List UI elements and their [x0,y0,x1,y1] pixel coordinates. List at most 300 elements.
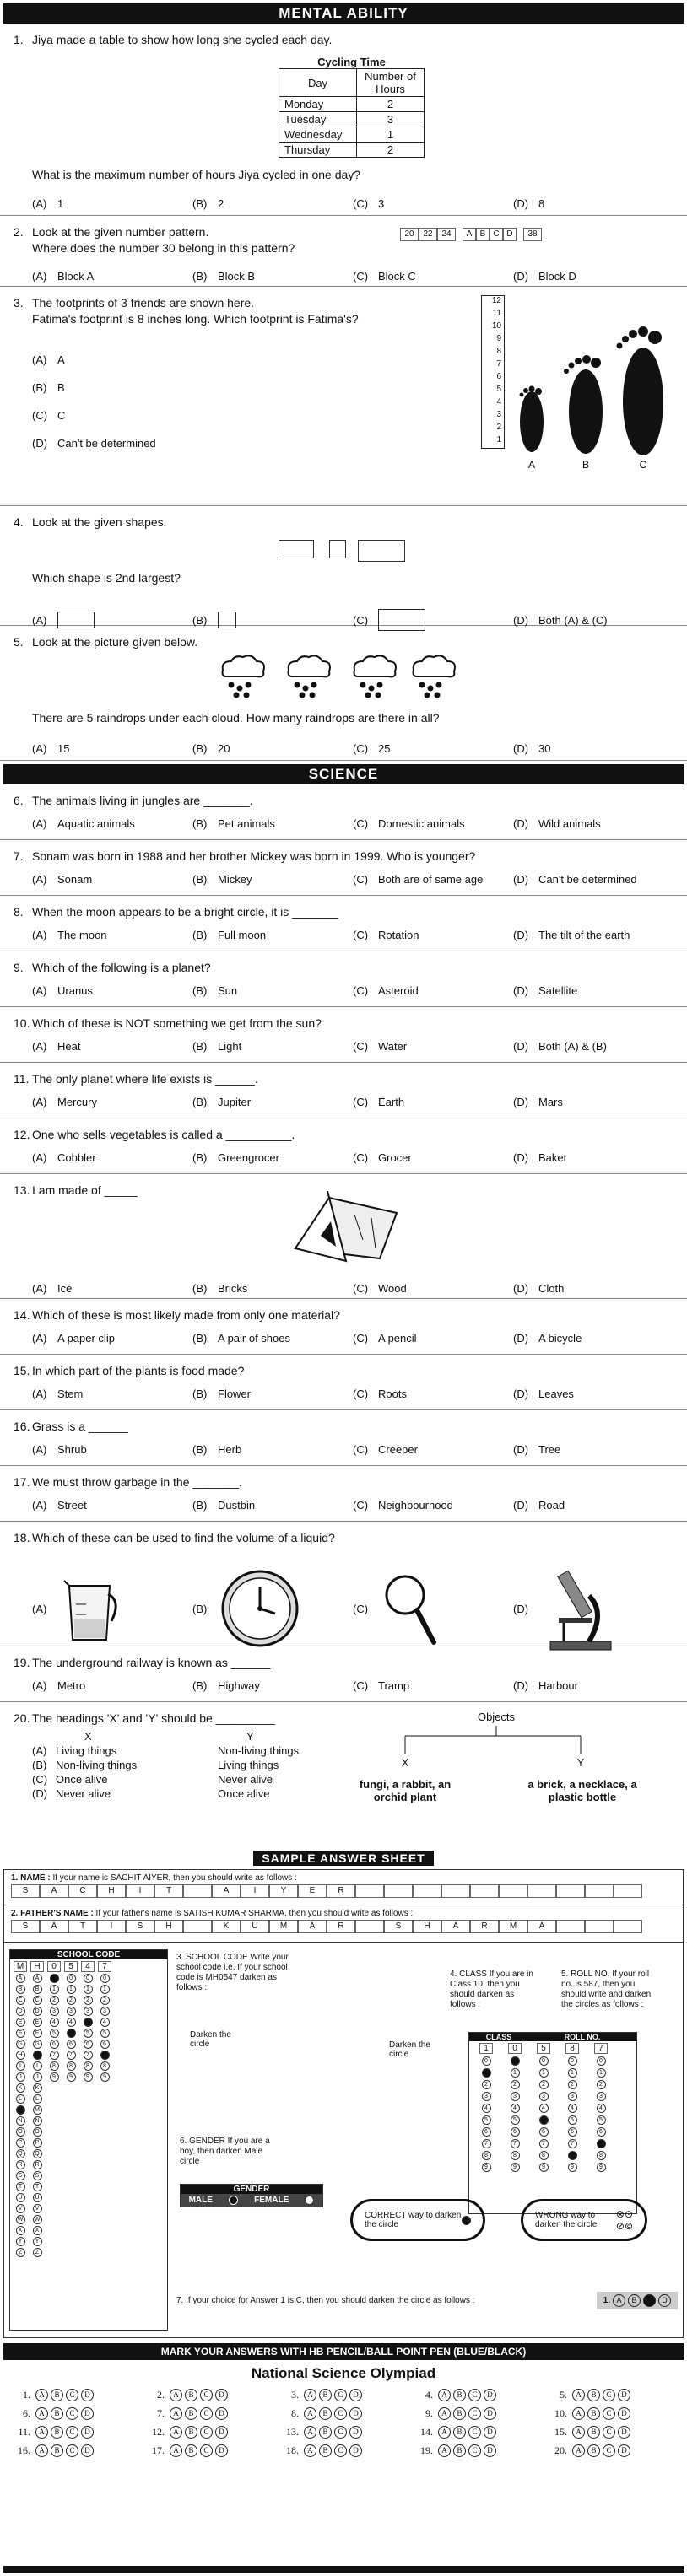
school-code-bubble[interactable]: 8 [50,2061,59,2071]
digit-bubble[interactable]: 8 [539,2151,549,2160]
digit-bubble[interactable]: 9 [568,2163,577,2172]
digit-bubble[interactable]: 8 [597,2151,606,2160]
answer-bubble[interactable]: B [185,2444,197,2457]
answer-bubble[interactable]: C [603,2426,615,2439]
school-code-bubble[interactable]: 8 [100,2061,110,2071]
option-b[interactable]: (B) Flower [192,1388,252,1400]
letter-cell[interactable]: Y [269,1884,298,1898]
school-code-bubble[interactable]: X [33,2226,42,2235]
option-c[interactable]: (C) Earth [353,1096,405,1108]
school-code-bubble[interactable]: K [16,2083,25,2093]
school-code-bubble[interactable]: Q [16,2149,25,2158]
answer-bubble[interactable]: B [319,2426,332,2439]
school-code-bubble[interactable]: 0 [84,1974,93,1983]
digit-bubble[interactable] [568,2151,577,2160]
answer-bubble[interactable]: D [349,2389,362,2401]
school-code-bubble[interactable]: 4 [50,2018,59,2027]
option-c[interactable]: (C) Tramp [353,1679,410,1692]
answer-bubble[interactable]: B [587,2407,600,2420]
digit-bubble[interactable]: 5 [482,2115,491,2125]
school-code-bubble[interactable]: 1 [84,1985,93,1994]
school-code-bubble[interactable]: M [33,2105,42,2115]
answer-bubble[interactable]: D [618,2407,630,2420]
letter-cell[interactable]: S [11,1884,40,1898]
school-code-bubble[interactable]: 2 [67,1996,76,2005]
option-a[interactable]: (A) Block A [32,270,95,283]
school-code-bubble[interactable]: B [33,1985,42,1994]
digit-bubble[interactable] [539,2115,549,2125]
answer-bubble[interactable]: A [438,2407,451,2420]
school-code-bubble[interactable]: 3 [100,2007,110,2016]
digit-bubble[interactable]: 5 [597,2115,606,2125]
letter-cell[interactable]: E [298,1884,327,1898]
option-d[interactable]: (D) Wild animals [513,817,601,830]
letter-cell[interactable]: H [97,1884,126,1898]
digit-bubble[interactable]: 2 [511,2080,520,2089]
answer-bubble[interactable]: D [215,2426,228,2439]
school-code-bubble[interactable]: A [16,1974,25,1983]
letter-cell[interactable] [556,1884,585,1898]
school-code-bubble[interactable]: 9 [100,2072,110,2082]
answer-bubble[interactable]: D [484,2407,496,2420]
answer-bubble[interactable]: D [618,2444,630,2457]
digit-bubble[interactable]: 9 [539,2163,549,2172]
option-a[interactable]: (A) Aquatic animals [32,817,135,830]
answer-bubble[interactable]: A [572,2444,585,2457]
option-a[interactable]: (A) The moon [32,929,107,941]
letter-cell[interactable] [614,1884,642,1898]
letter-cell[interactable] [355,1884,384,1898]
answer-bubble[interactable]: D [81,2389,94,2401]
answer-bubble[interactable]: A [170,2407,182,2420]
option-b[interactable]: (B) Bricks [192,1282,248,1295]
answer-bubble[interactable]: C [468,2407,481,2420]
option-a[interactable]: (A) Living things Non-living things [32,1744,300,1757]
option-d[interactable]: (D) A bicycle [513,1332,582,1345]
answer-bubble[interactable]: D [484,2444,496,2457]
option-b[interactable]: (B) Jupiter [192,1096,252,1108]
school-code-bubble[interactable]: F [33,2029,42,2038]
school-code-bubble[interactable]: U [33,2193,42,2202]
option-a[interactable]: (A) Sonam [32,873,93,886]
option-d[interactable]: (D) 30 [513,742,551,755]
school-code-bubble[interactable]: P [33,2138,42,2148]
answer-bubble[interactable]: D [349,2407,362,2420]
answer-bubble[interactable]: B [587,2389,600,2401]
answer-bubble[interactable]: C [468,2426,481,2439]
option-d[interactable]: (D) Baker [513,1151,567,1164]
school-code-bubble[interactable]: Z [33,2248,42,2257]
option-a[interactable]: (A) Shrub [32,1443,87,1456]
answer-bubble[interactable]: A [572,2389,585,2401]
school-code-bubble[interactable]: E [16,2018,25,2027]
option-c[interactable]: (C) Water [353,1040,408,1053]
school-code-bubble[interactable]: 0 [67,1974,76,1983]
letter-cell[interactable]: S [126,1920,154,1933]
option-c[interactable]: (C) Rotation [353,929,419,941]
digit-bubble[interactable]: 3 [482,2092,491,2101]
letter-cell[interactable] [585,1884,614,1898]
option-a[interactable]: (A) Uranus [32,984,93,997]
answer-bubble[interactable]: C [603,2389,615,2401]
letter-cell[interactable]: R [470,1920,499,1933]
digit-bubble[interactable]: 7 [482,2139,491,2148]
answer-bubble[interactable]: C [66,2407,78,2420]
option-b[interactable]: (B) A pair of shoes [192,1332,290,1345]
answer-bubble[interactable]: B [453,2389,466,2401]
option-b[interactable]: (B) Greengrocer [192,1151,279,1164]
letter-cell[interactable]: A [298,1920,327,1933]
answer-bubble[interactable]: A [438,2389,451,2401]
school-code-bubble[interactable]: 4 [67,2018,76,2027]
option-b[interactable]: (B) Light [192,1040,242,1053]
letter-cell[interactable]: T [68,1920,97,1933]
answer-bubble[interactable]: C [200,2444,213,2457]
option-d[interactable]: (D) [513,1562,673,1655]
digit-bubble[interactable]: 8 [482,2151,491,2160]
answer-bubble[interactable]: B [453,2426,466,2439]
school-code-bubble[interactable]: L [16,2094,25,2104]
option-b[interactable]: (B) Highway [192,1679,260,1692]
digit-bubble[interactable]: 5 [568,2115,577,2125]
answer-bubble[interactable]: C [66,2426,78,2439]
option-d[interactable]: (D) Mars [513,1096,563,1108]
answer-bubble[interactable]: D [81,2426,94,2439]
school-code-bubble[interactable]: K [33,2083,42,2093]
digit-bubble[interactable]: 1 [539,2068,549,2078]
option-c[interactable]: (C) Both are of same age [353,873,484,886]
option-c[interactable]: (C) Neighbourhood [353,1499,453,1512]
option-d[interactable]: (D) Harbour [513,1679,578,1692]
school-code-bubble[interactable]: C [16,1996,25,2005]
option-d[interactable]: (D) Can't be determined [513,873,637,886]
option-b[interactable]: (B) [192,609,353,631]
school-code-bubble[interactable]: 2 [84,1996,93,2005]
letter-cell[interactable] [556,1920,585,1933]
option-c[interactable]: (C) Wood [353,1282,407,1295]
letter-cell[interactable] [183,1920,212,1933]
school-code-bubble[interactable]: V [16,2204,25,2213]
answer-bubble[interactable]: A [170,2389,182,2401]
school-code-bubble[interactable]: U [16,2193,25,2202]
answer-bubble[interactable]: C [334,2444,347,2457]
school-code-bubble[interactable]: D [16,2007,25,2016]
option-a[interactable]: (A) Cobbler [32,1151,96,1164]
school-code-bubble[interactable]: O [33,2127,42,2137]
answer-bubble[interactable]: A [35,2389,48,2401]
option-d[interactable]: (D) The tilt of the earth [513,929,630,941]
letter-cell[interactable]: I [241,1884,269,1898]
option-d[interactable]: (D) Road [513,1499,565,1512]
school-code-bubble[interactable]: 3 [67,2007,76,2016]
option-c[interactable]: (C) Once alive Never alive [32,1773,273,1786]
digit-bubble[interactable]: 5 [511,2115,520,2125]
answer-bubble[interactable]: A [304,2389,316,2401]
school-code-bubble[interactable]: 7 [84,2051,93,2060]
school-code-bubble[interactable] [84,2018,93,2027]
digit-bubble[interactable]: 8 [511,2151,520,2160]
letter-cell[interactable]: S [11,1920,40,1933]
school-code-bubble[interactable]: E [33,2018,42,2027]
school-code-bubble[interactable]: 1 [50,1985,59,1994]
letter-cell[interactable] [614,1920,642,1933]
letter-cell[interactable]: R [327,1884,355,1898]
answer-bubble[interactable]: B [51,2407,63,2420]
school-code-bubble[interactable]: B [16,1985,25,1994]
school-code-bubble[interactable] [50,1974,59,1983]
school-code-bubble[interactable]: O [16,2127,25,2137]
letter-cell[interactable] [499,1884,527,1898]
answer-bubble[interactable]: D [215,2407,228,2420]
option-b[interactable]: (B) B [32,381,65,394]
option-a[interactable]: (A) [32,609,192,631]
digit-bubble[interactable]: 2 [568,2080,577,2089]
letter-cell[interactable]: S [384,1920,413,1933]
school-code-bubble[interactable]: P [16,2138,25,2148]
option-b[interactable]: (B) Pet animals [192,817,275,830]
option-c[interactable]: (C) A pencil [353,1332,417,1345]
option-c[interactable]: (C) [353,1566,513,1651]
digit-bubble[interactable]: 2 [482,2080,491,2089]
answer-bubble[interactable]: C [200,2407,213,2420]
option-c[interactable]: (C) Creeper [353,1443,418,1456]
digit-bubble[interactable]: 7 [511,2139,520,2148]
answer-bubble[interactable]: B [51,2426,63,2439]
answer-bubble[interactable]: A [572,2407,585,2420]
answer-bubble[interactable]: A [438,2444,451,2457]
answer-bubble[interactable]: C [468,2444,481,2457]
female-bubble[interactable] [305,2196,314,2205]
school-code-bubble[interactable]: I [33,2061,42,2071]
digit-bubble[interactable]: 1 [511,2068,520,2078]
answer-bubble[interactable]: C [603,2407,615,2420]
answer-bubble[interactable]: C [334,2407,347,2420]
school-code-bubble[interactable]: R [33,2160,42,2169]
school-code-bubble[interactable]: 0 [100,1974,110,1983]
school-code-bubble[interactable]: 6 [84,2040,93,2049]
answer-bubble[interactable]: A [304,2407,316,2420]
school-code-bubble[interactable]: 2 [100,1996,110,2005]
school-code-bubble[interactable]: D [33,2007,42,2016]
answer-bubble[interactable]: D [618,2389,630,2401]
answer-bubble[interactable]: B [185,2407,197,2420]
digit-bubble[interactable]: 4 [511,2104,520,2113]
letter-cell[interactable] [441,1884,470,1898]
answer-bubble[interactable]: D [81,2407,94,2420]
option-b[interactable]: (B) Non-living things Living things [32,1759,279,1771]
letter-cell[interactable]: A [441,1920,470,1933]
option-d[interactable]: (D) Cloth [513,1282,565,1295]
digit-bubble[interactable]: 4 [539,2104,549,2113]
school-code-bubble[interactable]: 9 [67,2072,76,2082]
answer-bubble[interactable]: D [484,2389,496,2401]
letter-cell[interactable]: A [40,1884,68,1898]
option-a[interactable]: (A) Street [32,1499,87,1512]
digit-bubble[interactable]: 7 [568,2139,577,2148]
digit-bubble[interactable]: 6 [568,2127,577,2137]
school-code-bubble[interactable]: R [16,2160,25,2169]
option-b[interactable]: (B) Dustbin [192,1499,256,1512]
school-code-bubble[interactable]: S [16,2171,25,2180]
letter-cell[interactable]: U [241,1920,269,1933]
school-code-bubble[interactable]: Y [16,2237,25,2246]
option-c[interactable]: (C) Block C [353,270,416,283]
answer-bubble[interactable]: B [319,2444,332,2457]
school-code-bubble[interactable]: 6 [67,2040,76,2049]
digit-bubble[interactable]: 9 [482,2163,491,2172]
option-b[interactable]: (B) [192,1566,353,1651]
answer-bubble[interactable]: B [185,2389,197,2401]
school-code-bubble[interactable]: 8 [84,2061,93,2071]
school-code-bubble[interactable]: 5 [84,2029,93,2038]
answer-bubble[interactable]: A [304,2426,316,2439]
digit-bubble[interactable]: 9 [597,2163,606,2172]
answer-bubble[interactable]: C [66,2389,78,2401]
answer-bubble[interactable]: B [185,2426,197,2439]
option-b[interactable]: (B) 20 [192,742,230,755]
letter-cell[interactable]: A [212,1884,241,1898]
answer-bubble[interactable]: B [319,2407,332,2420]
school-code-bubble[interactable] [67,2029,76,2038]
school-code-bubble[interactable]: L [33,2094,42,2104]
school-code-bubble[interactable] [100,2051,110,2060]
school-code-bubble[interactable]: Y [33,2237,42,2246]
letter-cell[interactable]: A [40,1920,68,1933]
option-c[interactable]: (C) [353,609,513,631]
school-code-bubble[interactable]: 3 [84,2007,93,2016]
letter-cell[interactable]: I [126,1884,154,1898]
option-b[interactable]: (B) Herb [192,1443,242,1456]
option-a[interactable]: (A) 1 [32,197,64,210]
answer-bubble[interactable]: D [215,2444,228,2457]
school-code-bubble[interactable]: 7 [67,2051,76,2060]
option-b[interactable]: (B) Block B [192,270,256,283]
male-bubble[interactable] [229,2196,238,2205]
school-code-bubble[interactable]: 8 [67,2061,76,2071]
answer-bubble[interactable]: C [200,2389,213,2401]
school-code-bubble[interactable]: X [16,2226,25,2235]
digit-bubble[interactable] [482,2068,491,2078]
option-c[interactable]: (C) 25 [353,742,391,755]
answer-bubble[interactable]: C [334,2426,347,2439]
option-b[interactable]: (B) Mickey [192,873,252,886]
school-code-bubble[interactable]: A [33,1974,42,1983]
school-code-bubble[interactable]: T [33,2182,42,2191]
option-d[interactable]: (D) Satellite [513,984,578,997]
school-code-bubble[interactable]: N [16,2116,25,2126]
answer-bubble[interactable]: C [334,2389,347,2401]
option-d[interactable]: (D) Leaves [513,1388,574,1400]
option-d[interactable]: (D) Never alive Once alive [32,1787,270,1800]
answer-bubble[interactable]: D [484,2426,496,2439]
option-a[interactable]: (A) 15 [32,742,70,755]
school-code-bubble[interactable]: C [33,1996,42,2005]
answer-bubble[interactable]: A [170,2444,182,2457]
letter-cell[interactable] [585,1920,614,1933]
option-b[interactable]: (B) Full moon [192,929,267,941]
answer-bubble[interactable]: C [468,2389,481,2401]
digit-bubble[interactable]: 4 [482,2104,491,2113]
school-code-bubble[interactable] [16,2105,25,2115]
school-code-bubble[interactable]: 5 [50,2029,59,2038]
option-a[interactable]: (A) Ice [32,1282,73,1295]
option-b[interactable]: (B) 2 [192,197,224,210]
option-d[interactable]: (D) Both (A) & (B) [513,1040,607,1053]
letter-cell[interactable]: I [97,1920,126,1933]
letter-cell[interactable]: M [499,1920,527,1933]
digit-bubble[interactable]: 0 [568,2056,577,2066]
option-b[interactable]: (B) Sun [192,984,238,997]
digit-bubble[interactable]: 0 [597,2056,606,2066]
option-d[interactable]: (D) 8 [513,197,545,210]
answer-bubble[interactable]: B [319,2389,332,2401]
school-code-bubble[interactable]: J [33,2072,42,2082]
school-code-bubble[interactable]: Z [16,2248,25,2257]
option-d[interactable]: (D) Can't be determined [32,437,156,450]
answer-bubble[interactable]: B [587,2426,600,2439]
school-code-bubble[interactable]: V [33,2204,42,2213]
school-code-bubble[interactable]: W [16,2215,25,2224]
school-code-bubble[interactable] [33,2051,42,2060]
letter-cell[interactable]: C [68,1884,97,1898]
school-code-bubble[interactable]: 4 [100,2018,110,2027]
option-c[interactable]: (C) C [32,409,66,422]
letter-cell[interactable] [527,1884,556,1898]
letter-cell[interactable]: H [154,1920,183,1933]
answer-bubble[interactable]: B [453,2407,466,2420]
answer-bubble[interactable]: B [587,2444,600,2457]
answer-bubble[interactable]: A [438,2426,451,2439]
school-code-bubble[interactable]: 1 [100,1985,110,1994]
option-d[interactable]: (D) Tree [513,1443,561,1456]
digit-bubble[interactable]: 7 [539,2139,549,2148]
answer-bubble[interactable]: A [35,2444,48,2457]
option-c[interactable]: (C) 3 [353,197,385,210]
digit-bubble[interactable]: 2 [539,2080,549,2089]
school-code-bubble[interactable]: N [33,2116,42,2126]
digit-bubble[interactable]: 6 [482,2127,491,2137]
school-code-bubble[interactable]: F [16,2029,25,2038]
school-code-bubble[interactable]: 5 [100,2029,110,2038]
answer-bubble[interactable]: B [453,2444,466,2457]
school-code-bubble[interactable]: G [16,2040,25,2049]
school-code-bubble[interactable]: Q [33,2149,42,2158]
answer-bubble[interactable]: A [35,2407,48,2420]
letter-cell[interactable] [183,1884,212,1898]
digit-bubble[interactable]: 1 [568,2068,577,2078]
answer-bubble[interactable]: A [35,2426,48,2439]
digit-bubble[interactable]: 6 [597,2127,606,2137]
school-code-bubble[interactable]: 6 [50,2040,59,2049]
option-a[interactable]: (A) A [32,353,65,366]
answer-bubble[interactable]: D [618,2426,630,2439]
answer-bubble[interactable]: A [170,2426,182,2439]
digit-bubble[interactable]: 0 [482,2056,491,2066]
option-c[interactable]: (C) Domestic animals [353,817,465,830]
letter-cell[interactable] [355,1920,384,1933]
digit-bubble[interactable] [597,2139,606,2148]
digit-bubble[interactable]: 3 [539,2092,549,2101]
option-c[interactable]: (C) Asteroid [353,984,419,997]
digit-bubble[interactable]: 6 [539,2127,549,2137]
answer-bubble[interactable]: D [349,2444,362,2457]
school-code-bubble[interactable]: 7 [50,2051,59,2060]
answer-bubble[interactable]: B [51,2444,63,2457]
option-a[interactable]: (A) [32,1571,192,1646]
school-code-bubble[interactable]: G [33,2040,42,2049]
option-d[interactable]: (D) Both (A) & (C) [513,613,608,627]
digit-bubble[interactable]: 3 [568,2092,577,2101]
